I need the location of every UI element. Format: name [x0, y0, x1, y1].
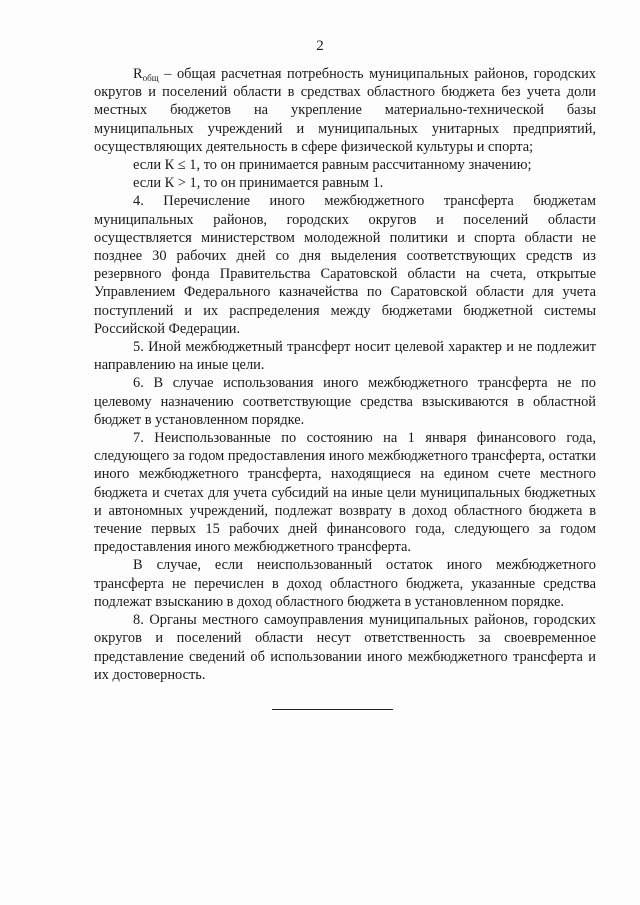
- paragraph-5: 5. Иной межбюджетный трансферт носит целевой характер и не подлежит направлению на иные цели.: [94, 339, 596, 374]
- paragraph-4: 4. Перечисление иного межбюджетного трансферта бюджетам муниципальных районов, городских округов и поселений области осуществляется министерством молодежной политики и спорта области не позднее 30 рабочих дней со дня выделения соответствующих средств из резервного фонда Правительства Саратовской области на счета, открытые Управлением Федерального казначейства по Саратовской области для учета поступлений и их распределения между бюджетами бюджетной системы Российской Федерации.: [94, 193, 596, 337]
- definition-symbol-subscript: общ: [142, 73, 159, 83]
- definition-paragraph: [94, 65, 596, 156]
- paragraph-7-continuation: В случае, если неиспользованный остаток иного межбюджетного трансферта не перечислен в доход областного бюджета, указанные средства подлежат взысканию в доход областного бюджета в установленном порядке.: [94, 557, 596, 610]
- paragraph-6: 6. В случае использования иного межбюджетного трансферта не по целевому назначению соответствующие средства взыскиваются в областной бюджет в установленном порядке.: [94, 375, 596, 428]
- definition-symbol: R: [133, 66, 143, 82]
- condition-line: если К > 1, то он принимается равным 1.: [133, 175, 384, 192]
- closing-rule: [272, 709, 393, 710]
- condition-line: если К ≤ 1, то он принимается равным рассчитанному значению;: [133, 157, 532, 174]
- paragraph-8: 8. Органы местного самоуправления муниципальных районов, городских округов и поселений области несут ответственность за своевременное представление сведений об использовании иного межбюджетного трансферта и их достоверность.: [94, 612, 596, 683]
- document-body: [94, 65, 596, 684]
- paragraph-7: 7. Неиспользованные по состоянию на 1 января финансового года, следующего за годом предоставления иного межбюджетного трансферта, остатки иного межбюджетного трансферта, находящиеся на едином счете местного бюджета и счетах для учета субсидий на иные цели муниципальных бюджетных и автономных учреждений, подлежат возврату в доход областного бюджета в течение первых 15 рабочих дней финансового года, следующего за годом предоставления иного межбюджетного трансферта.: [94, 430, 596, 556]
- page-number: 2: [316, 38, 324, 54]
- definition-text: – общая расчетная потребность муниципальных районов, городских округов и поселений области в средствах областного бюджета без учета доли местных бюджетов на укрепление материально-технической базы муниципальных учреждений и муниципальных унитарных предприятий, осуществляющих деятельность в сфере физической культуры и спорта;: [94, 66, 596, 155]
